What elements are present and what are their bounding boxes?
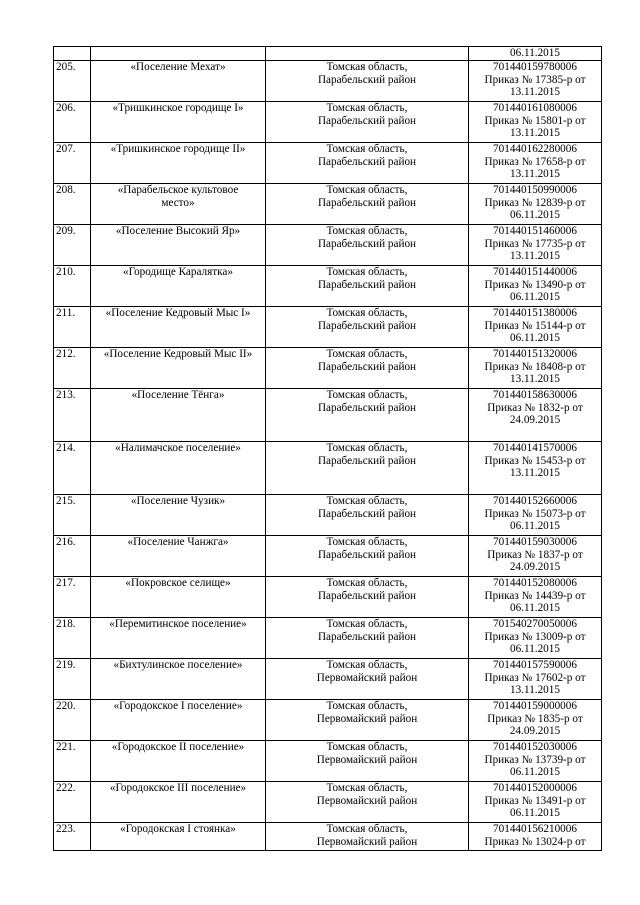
registry-number: 701440141570006 bbox=[493, 442, 577, 454]
object-name-cell bbox=[91, 577, 266, 618]
row-number: 208. bbox=[56, 184, 76, 196]
object-name-cell bbox=[91, 823, 266, 851]
registry-number: 701440151380006 bbox=[493, 307, 577, 319]
table-row bbox=[54, 495, 602, 536]
location-cell bbox=[266, 442, 469, 495]
location-region: Томская область, bbox=[326, 61, 408, 73]
location-district: Парабельский район bbox=[317, 196, 417, 209]
registration-cell bbox=[469, 143, 602, 184]
location-cell bbox=[266, 143, 469, 184]
location-region: Томская область, bbox=[326, 225, 408, 237]
location-cell bbox=[266, 102, 469, 143]
registration-cell bbox=[469, 102, 602, 143]
registry-number: 701440152080006 bbox=[493, 577, 577, 589]
object-name: «Поселение Мехат» bbox=[130, 61, 226, 73]
registration-cell bbox=[469, 618, 602, 659]
row-number-cell bbox=[54, 307, 91, 348]
order-reference: Приказ № 17385-р от bbox=[484, 73, 586, 86]
registry-number: 701540270050006 bbox=[493, 618, 577, 630]
object-name-cell bbox=[91, 700, 266, 741]
location-district: Парабельский район bbox=[317, 507, 417, 520]
location-cell bbox=[266, 782, 469, 823]
row-number: 222. bbox=[56, 782, 76, 794]
object-name-cell bbox=[91, 659, 266, 700]
table-row bbox=[54, 266, 602, 307]
order-reference: Приказ № 15453-р от bbox=[484, 454, 586, 467]
row-number-cell bbox=[54, 47, 91, 61]
location-district: Первомайский район bbox=[316, 671, 418, 684]
location-cell bbox=[266, 266, 469, 307]
row-number: 205. bbox=[56, 61, 76, 73]
order-date: 24.09.2015 bbox=[509, 414, 561, 426]
registration-cell bbox=[469, 700, 602, 741]
order-date: 24.09.2015 bbox=[509, 561, 561, 573]
order-reference: Приказ № 1832-р от bbox=[487, 401, 583, 414]
registration-cell bbox=[469, 184, 602, 225]
registration-cell bbox=[469, 741, 602, 782]
order-date: 06.11.2015 bbox=[510, 291, 560, 303]
row-number-cell bbox=[54, 348, 91, 389]
location-region: Томская область, bbox=[326, 266, 408, 278]
location-district: Парабельский район bbox=[317, 237, 417, 250]
object-name-cell bbox=[91, 536, 266, 577]
location-region: Томская область, bbox=[326, 495, 408, 507]
location-cell bbox=[266, 495, 469, 536]
object-name: «Поселение Чанжга» bbox=[127, 536, 229, 548]
registry-number: 701440151440006 bbox=[493, 266, 577, 278]
table-row bbox=[54, 700, 602, 741]
location-district: Парабельский район bbox=[317, 360, 417, 373]
location-region: Томская область, bbox=[326, 700, 408, 712]
location-cell bbox=[266, 823, 469, 851]
object-name: «Городокская I стоянка» bbox=[120, 823, 236, 835]
order-date: 06.11.2015 bbox=[510, 766, 560, 778]
location-district: Парабельский район bbox=[317, 114, 417, 127]
order-date: 06.11.2015 bbox=[510, 807, 560, 819]
location-cell bbox=[266, 307, 469, 348]
registry-number: 701440151320006 bbox=[493, 348, 577, 360]
object-name: «Поселение Чузик» bbox=[130, 495, 226, 507]
row-number-cell bbox=[54, 741, 91, 782]
row-number: 218. bbox=[56, 618, 76, 630]
location-district: Парабельский район bbox=[317, 454, 417, 467]
object-name-cell bbox=[91, 184, 266, 225]
location-region: Томская область, bbox=[326, 102, 408, 114]
table-row bbox=[54, 442, 602, 495]
order-reference: Приказ № 1835-р от bbox=[487, 712, 583, 725]
location-region: Томская область, bbox=[326, 143, 408, 155]
row-number-cell bbox=[54, 389, 91, 442]
table-row bbox=[54, 618, 602, 659]
order-date: 06.11.2015 bbox=[510, 47, 560, 59]
order-reference: Приказ № 13009-р от bbox=[484, 630, 586, 643]
order-date: 06.11.2015 bbox=[510, 332, 560, 344]
row-number-cell bbox=[54, 102, 91, 143]
location-district: Парабельский район bbox=[317, 548, 417, 561]
object-name-cell bbox=[91, 225, 266, 266]
registry-number: 701440159030006 bbox=[493, 536, 577, 548]
order-reference: Приказ № 13491-р от bbox=[484, 794, 586, 807]
order-reference: Приказ № 13024-р от bbox=[484, 835, 586, 848]
object-name: «Перемитинское поселение» bbox=[109, 618, 247, 630]
location-region: Томская область, bbox=[326, 659, 408, 671]
location-cell bbox=[266, 700, 469, 741]
table-row bbox=[54, 577, 602, 618]
registry-table-body bbox=[54, 47, 602, 851]
row-number: 209. bbox=[56, 225, 76, 237]
order-date: 13.11.2015 bbox=[510, 250, 560, 262]
object-name-cell bbox=[91, 442, 266, 495]
object-name-cell bbox=[91, 61, 266, 102]
registration-cell bbox=[469, 659, 602, 700]
row-number-cell bbox=[54, 143, 91, 184]
row-number-cell bbox=[54, 577, 91, 618]
object-name-cell bbox=[91, 143, 266, 184]
registration-cell bbox=[469, 266, 602, 307]
object-name: «Налимачское поселение» bbox=[115, 442, 241, 454]
object-name-cell bbox=[91, 618, 266, 659]
object-name-cell bbox=[91, 495, 266, 536]
order-reference: Приказ № 15144-р от bbox=[484, 319, 586, 332]
row-number: 215. bbox=[56, 495, 76, 507]
order-reference: Приказ № 15073-р от bbox=[484, 507, 586, 520]
location-region: Томская область, bbox=[326, 348, 408, 360]
registration-cell bbox=[469, 61, 602, 102]
row-number: 220. bbox=[56, 700, 76, 712]
table-row bbox=[54, 389, 602, 442]
order-date: 06.11.2015 bbox=[510, 209, 560, 221]
order-reference: Приказ № 17602-р от bbox=[484, 671, 586, 684]
object-name: «Парабельское культовое bbox=[117, 184, 239, 196]
heritage-registry-table bbox=[53, 46, 602, 851]
order-date: 13.11.2015 bbox=[510, 684, 560, 696]
table-row bbox=[54, 47, 602, 61]
location-region: Томская область, bbox=[326, 782, 408, 794]
row-number: 217. bbox=[56, 577, 76, 589]
order-date: 06.11.2015 bbox=[510, 643, 560, 655]
registration-cell bbox=[469, 495, 602, 536]
table-row bbox=[54, 225, 602, 266]
order-date: 06.11.2015 bbox=[510, 602, 560, 614]
table-row bbox=[54, 307, 602, 348]
row-number: 207. bbox=[56, 143, 76, 155]
object-name: «Поселение Высокий Яр» bbox=[115, 225, 241, 237]
object-name-cell bbox=[91, 307, 266, 348]
location-district: Первомайский район bbox=[316, 794, 418, 807]
location-district: Первомайский район bbox=[316, 712, 418, 725]
table-row bbox=[54, 143, 602, 184]
registry-number: 701440152000006 bbox=[493, 782, 577, 794]
registry-number: 701440151460006 bbox=[493, 225, 577, 237]
location-cell bbox=[266, 577, 469, 618]
object-name: «Поселение Кедровый Мыс II» bbox=[103, 348, 253, 360]
registration-cell bbox=[469, 307, 602, 348]
location-cell bbox=[266, 184, 469, 225]
order-reference: Приказ № 12839-р от bbox=[484, 196, 586, 209]
row-number-cell bbox=[54, 266, 91, 307]
location-region: Томская область, bbox=[326, 823, 408, 835]
object-name-cell bbox=[91, 782, 266, 823]
row-number-cell bbox=[54, 618, 91, 659]
location-cell bbox=[266, 61, 469, 102]
table-row bbox=[54, 659, 602, 700]
row-number-cell bbox=[54, 659, 91, 700]
location-region: Томская область, bbox=[326, 577, 408, 589]
registration-cell bbox=[469, 823, 602, 851]
registry-number: 701440158630006 bbox=[493, 389, 577, 401]
order-date: 13.11.2015 bbox=[510, 373, 560, 385]
table-row bbox=[54, 61, 602, 102]
location-region: Томская область, bbox=[326, 618, 408, 630]
order-reference: Приказ № 13739-р от bbox=[484, 753, 586, 766]
row-number-cell bbox=[54, 225, 91, 266]
object-name: «Поселение Тёнга» bbox=[131, 389, 225, 401]
row-number: 219. bbox=[56, 659, 76, 671]
order-reference: Приказ № 18408-р от bbox=[484, 360, 586, 373]
object-name-cell bbox=[91, 389, 266, 442]
location-district: Парабельский район bbox=[317, 278, 417, 291]
registry-number: 701440159000006 bbox=[493, 700, 577, 712]
registry-number: 701440156210006 bbox=[493, 823, 577, 835]
object-name: «Бихтулинское поселение» bbox=[113, 659, 243, 671]
order-reference: Приказ № 14439-р от bbox=[484, 589, 586, 602]
order-date: 24.09.2015 bbox=[509, 725, 561, 737]
order-date: 13.11.2015 bbox=[510, 467, 560, 479]
location-district: Парабельский район bbox=[317, 589, 417, 602]
object-name-cell bbox=[91, 47, 266, 61]
row-number: 213. bbox=[56, 389, 76, 401]
location-district: Первомайский район bbox=[316, 835, 418, 848]
location-cell bbox=[266, 47, 469, 61]
order-date: 13.11.2015 bbox=[510, 168, 560, 180]
registration-cell bbox=[469, 782, 602, 823]
location-district: Парабельский район bbox=[317, 155, 417, 168]
location-district: Первомайский район bbox=[316, 753, 418, 766]
location-district: Парабельский район bbox=[317, 401, 417, 414]
object-name: «Городокское II поселение» bbox=[111, 741, 245, 753]
table-row bbox=[54, 184, 602, 225]
location-district: Парабельский район bbox=[317, 319, 417, 332]
table-row bbox=[54, 348, 602, 389]
object-name: «Покровское селище» bbox=[125, 577, 231, 589]
location-region: Томская область, bbox=[326, 741, 408, 753]
object-name-cell bbox=[91, 102, 266, 143]
registry-number: 701440152660006 bbox=[493, 495, 577, 507]
object-name-cell bbox=[91, 266, 266, 307]
row-number: 212. bbox=[56, 348, 76, 360]
object-name: «Поселение Кедровый Мыс I» bbox=[105, 307, 251, 319]
registration-cell bbox=[469, 389, 602, 442]
order-date: 06.11.2015 bbox=[510, 520, 560, 532]
order-reference: Приказ № 13490-р от bbox=[484, 278, 586, 291]
registration-cell bbox=[469, 47, 602, 61]
table-row bbox=[54, 102, 602, 143]
order-date: 13.11.2015 bbox=[510, 127, 560, 139]
row-number: 223. bbox=[56, 823, 76, 835]
row-number-cell bbox=[54, 782, 91, 823]
order-reference: Приказ № 17735-р от bbox=[484, 237, 586, 250]
location-region: Томская область, bbox=[326, 184, 408, 196]
location-cell bbox=[266, 348, 469, 389]
row-number-cell bbox=[54, 700, 91, 741]
location-region: Томская область, bbox=[326, 307, 408, 319]
object-name-cell bbox=[91, 348, 266, 389]
object-name: «Тришкинское городище II» bbox=[110, 143, 246, 155]
registry-number: 701440152030006 bbox=[493, 741, 577, 753]
table-row bbox=[54, 536, 602, 577]
registration-cell bbox=[469, 225, 602, 266]
location-district: Парабельский район bbox=[317, 630, 417, 643]
registry-number: 701440150990006 bbox=[493, 184, 577, 196]
object-name: «Городокское I поселение» bbox=[113, 700, 243, 712]
registration-cell bbox=[469, 577, 602, 618]
row-number-cell bbox=[54, 442, 91, 495]
location-cell bbox=[266, 389, 469, 442]
location-district: Парабельский район bbox=[317, 73, 417, 86]
order-reference: Приказ № 17658-р от bbox=[484, 155, 586, 168]
location-cell bbox=[266, 225, 469, 266]
order-reference: Приказ № 15801-р от bbox=[484, 114, 586, 127]
order-date: 13.11.2015 bbox=[510, 86, 560, 98]
registry-number: 701440161080006 bbox=[493, 102, 577, 114]
registry-number: 701440159780006 bbox=[493, 61, 577, 73]
object-name-continued: место» bbox=[161, 196, 195, 209]
row-number-cell bbox=[54, 823, 91, 851]
location-cell bbox=[266, 741, 469, 782]
object-name: «Тришкинское городище I» bbox=[112, 102, 244, 114]
registration-cell bbox=[469, 348, 602, 389]
table-row bbox=[54, 741, 602, 782]
registration-cell bbox=[469, 442, 602, 495]
table-row bbox=[54, 782, 602, 823]
row-number: 216. bbox=[56, 536, 76, 548]
row-number: 214. bbox=[56, 442, 76, 454]
row-number-cell bbox=[54, 61, 91, 102]
row-number-cell bbox=[54, 536, 91, 577]
row-number: 211. bbox=[56, 307, 76, 319]
row-number: 206. bbox=[56, 102, 76, 114]
location-cell bbox=[266, 618, 469, 659]
row-number-cell bbox=[54, 495, 91, 536]
registry-number: 701440157590006 bbox=[493, 659, 577, 671]
object-name: «Городище Каралятка» bbox=[123, 266, 233, 278]
location-region: Томская область, bbox=[326, 442, 408, 454]
row-number: 221. bbox=[56, 741, 76, 753]
row-number: 210. bbox=[56, 266, 76, 278]
order-reference: Приказ № 1837-р от bbox=[487, 548, 583, 561]
registration-cell bbox=[469, 536, 602, 577]
object-name-cell bbox=[91, 741, 266, 782]
location-cell bbox=[266, 659, 469, 700]
location-region: Томская область, bbox=[326, 536, 408, 548]
location-region: Томская область, bbox=[326, 389, 408, 401]
registry-number: 701440162280006 bbox=[493, 143, 577, 155]
location-cell bbox=[266, 536, 469, 577]
table-row bbox=[54, 823, 602, 851]
row-number-cell bbox=[54, 184, 91, 225]
object-name: «Городокское III поселение» bbox=[109, 782, 247, 794]
